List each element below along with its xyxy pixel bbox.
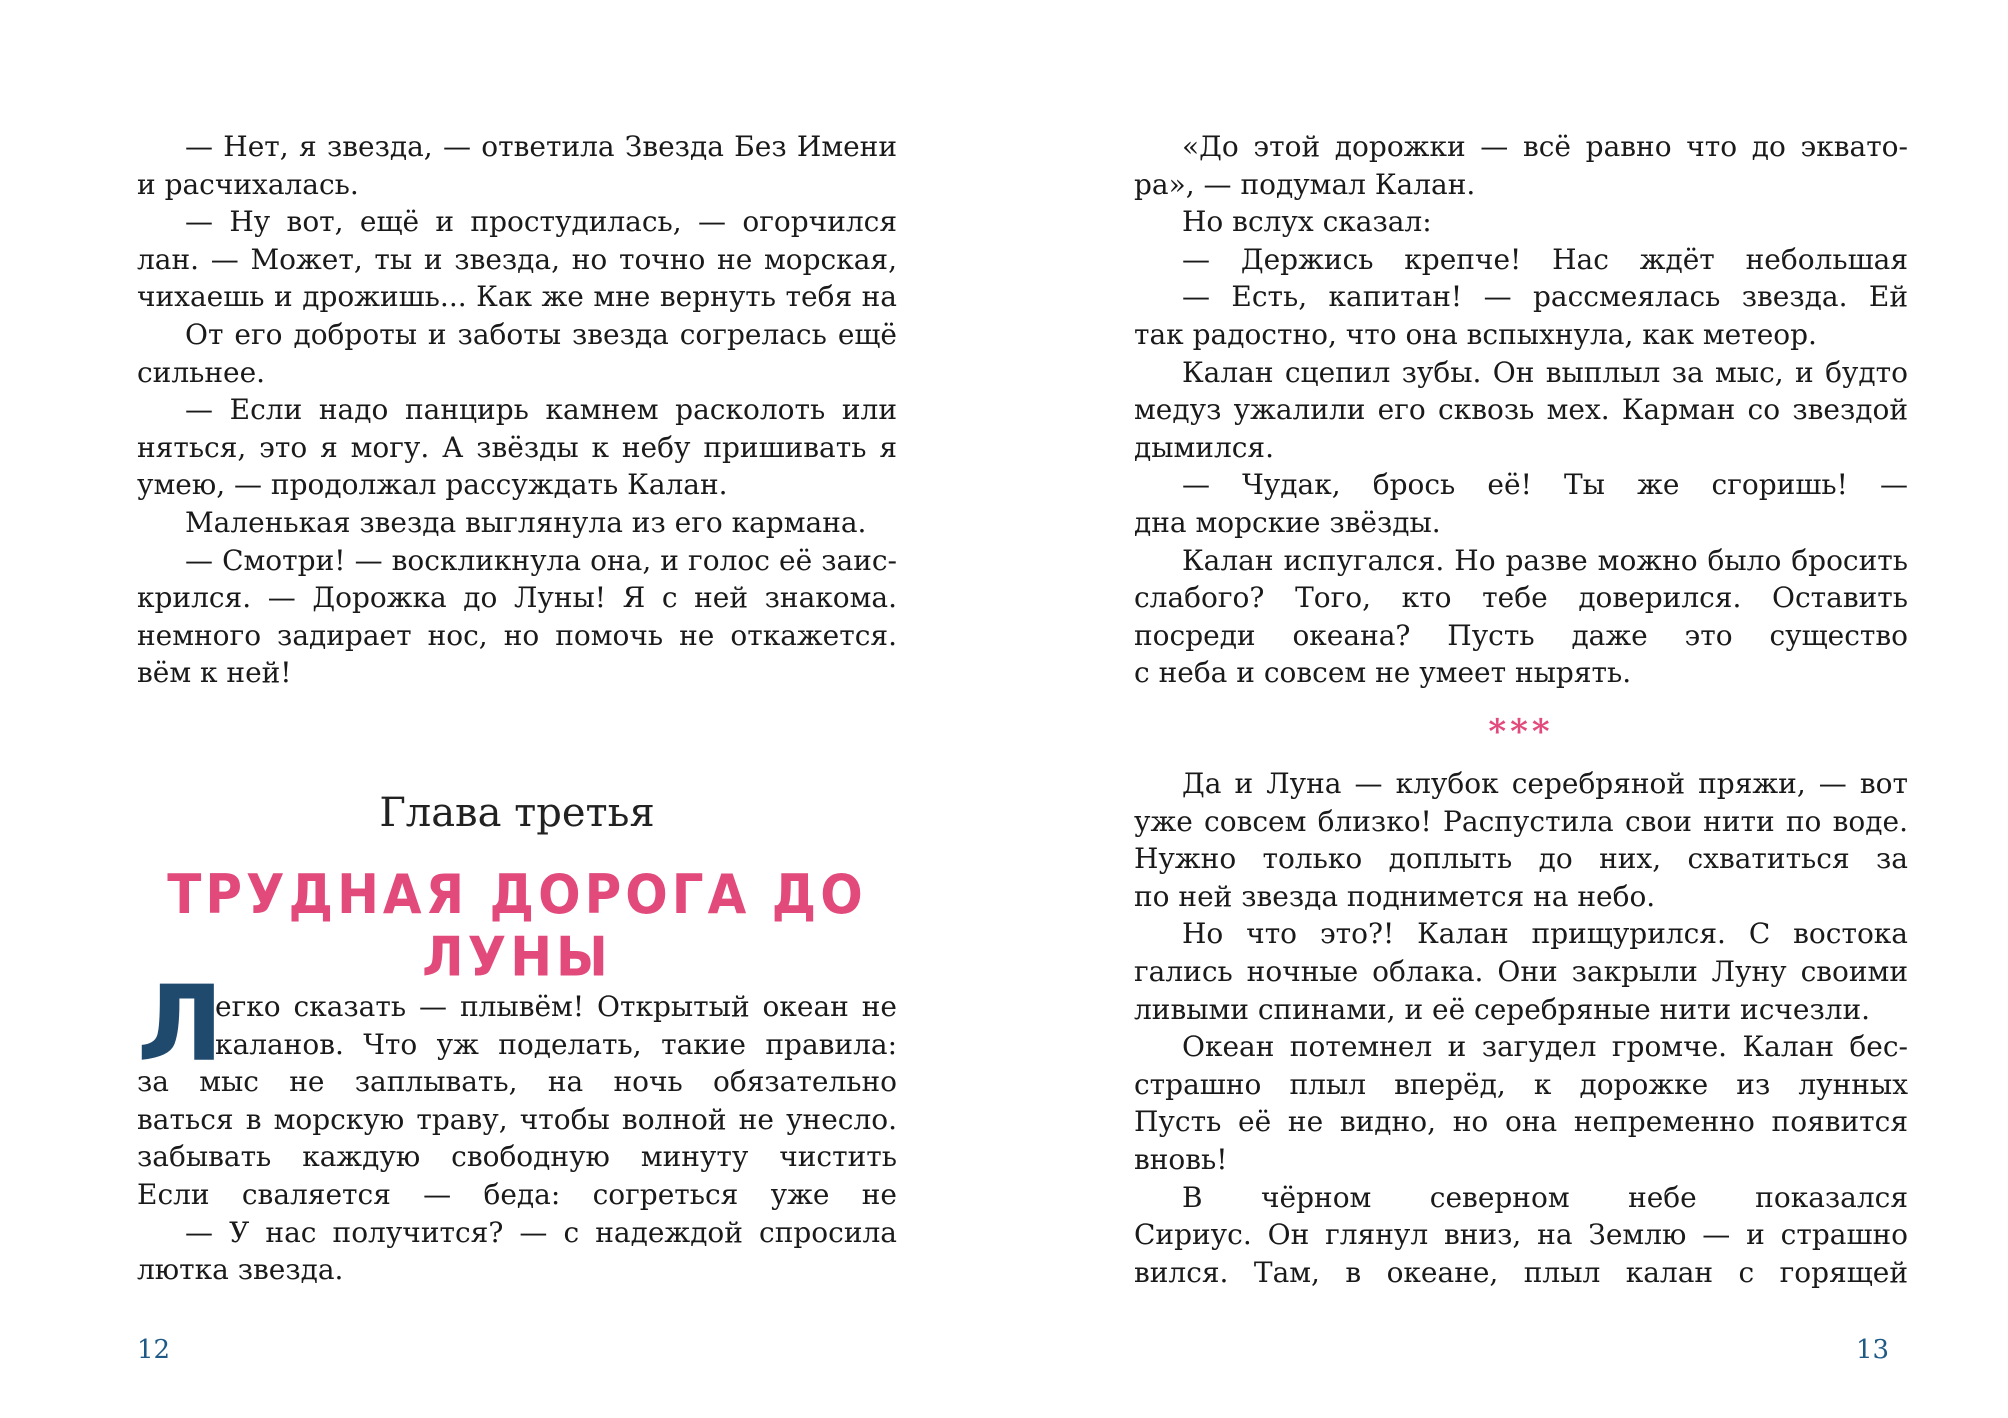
- page-number: 12: [137, 1335, 171, 1365]
- text-line: Если сваляется — беда: согреться уже не: [137, 1177, 897, 1211]
- text-line: дымился.: [1134, 430, 1274, 464]
- text-line: егко сказать — плывём! Открытый океан не: [215, 990, 897, 1023]
- text-line: за мыс не заплывать, на ночь обязательно: [137, 1065, 897, 1099]
- text-line: каланов. Что уж поделать, такие правила:: [215, 1027, 897, 1061]
- page-number: 13: [1856, 1335, 1890, 1365]
- right-page: [1004, 0, 2008, 1418]
- text-line: дна морские звёзды.: [1134, 505, 1441, 539]
- text-line: Маленькая звезда выглянула из его кармана.: [185, 505, 867, 539]
- text-line: вился. Там, в океане, плыл калан с горящей: [1134, 1255, 1908, 1289]
- text-line: вём к ней!: [137, 656, 292, 690]
- text-line: забывать каждую свободную минуту чистить: [137, 1140, 897, 1174]
- text-line: Океан потемнел и загудел громче. Калан бес-: [1182, 1030, 1908, 1064]
- text-line: няться, это я могу. А звёзды к небу пришивать я: [137, 430, 897, 464]
- text-line: Да и Луна — клубок серебряной пряжи, — вот: [1182, 767, 1908, 800]
- chapter-label: Глава третья: [379, 790, 655, 836]
- left-top-text: [137, 128, 897, 692]
- text-line: — Если надо панцирь камнем расколоть или: [185, 393, 897, 427]
- text-line: — У нас получится? — с надеждой спросила: [185, 1215, 897, 1249]
- text-line: Пусть её не видно, но она непременно появится: [1134, 1105, 1908, 1139]
- text-line: посреди океана? Пусть даже это существо: [1134, 618, 1908, 652]
- text-line: крился. — Дорожка до Луны! Я с ней знакома.: [137, 581, 897, 615]
- text-line: — Чудак, брось её! Ты же сгоришь! —: [1182, 468, 1908, 502]
- text-line: медуз ужалили его сквозь мех. Карман со звездой: [1134, 393, 1908, 427]
- text-line: ра», — подумал Калан.: [1134, 167, 1476, 201]
- text-line: лан. — Может, ты и звезда, но точно не морская,: [137, 242, 897, 276]
- text-line: Но вслух сказал:: [1182, 205, 1432, 239]
- text-line: Но что это?! Калан прищурился. С востока: [1182, 917, 1908, 951]
- text-line: немного задирает нос, но помочь не откажется.: [137, 618, 897, 652]
- text-line: Нужно только доплыть до них, схватиться за: [1134, 842, 1908, 876]
- text-line: умею, — продолжал рассуждать Калан.: [137, 468, 728, 502]
- text-line: так радостно, что она вспыхнула, как метеор.: [1134, 317, 1817, 351]
- chapter-title: ТРУДНАЯ ДОРОГА ДО ЛУНЫ: [167, 863, 867, 989]
- text-line: — Нет, я звезда, — ответила Звезда Без Имени: [185, 130, 897, 163]
- right-top-text: [1134, 128, 1908, 692]
- drop-cap: Л: [137, 963, 224, 1085]
- text-line: вновь!: [1134, 1142, 1228, 1176]
- text-line: — Ну вот, ещё и простудилась, — огорчился: [185, 205, 897, 239]
- text-line: Сириус. Он глянул вниз, на Землю — и страшно: [1134, 1218, 1908, 1252]
- text-line: ливыми спинами, и её серебряные нити исчезли.: [1134, 992, 1871, 1026]
- text-line: с неба и совсем не умеет нырять.: [1134, 656, 1632, 690]
- text-line: страшно плыл вперёд, к дорожке из лунных: [1134, 1067, 1908, 1101]
- text-line: гались ночные облака. Они закрыли Луну своими: [1134, 954, 1908, 988]
- text-line: ваться в морскую траву, чтобы волной не унесло.: [137, 1102, 897, 1136]
- section-separator: ***: [1488, 712, 1554, 752]
- left-chapter-text: [137, 988, 897, 1289]
- text-line: — Есть, капитан! — рассмеялась звезда. Ей: [1182, 280, 1908, 314]
- text-line: — Смотри! — воскликнула она, и голос её заис-: [185, 543, 897, 577]
- text-line: чихаешь и дрожишь... Как же мне вернуть тебя на: [137, 280, 897, 314]
- text-line: уже совсем близко! Распустила свои нити по воде.: [1134, 804, 1908, 838]
- text-line: слабого? Того, кто тебе доверился. Оставить: [1134, 581, 1908, 615]
- text-line: лютка звезда.: [137, 1253, 344, 1287]
- text-line: и расчихалась.: [137, 167, 359, 201]
- text-line: «До этой дорожки — всё равно что до эквато-: [1182, 130, 1908, 163]
- text-line: Калан сцепил зубы. Он выплыл за мыс, и будто: [1182, 355, 1908, 389]
- text-line: — Держись крепче! Нас ждёт небольшая: [1182, 242, 1908, 276]
- text-line: сильнее.: [137, 355, 266, 389]
- text-line: по ней звезда поднимется на небо.: [1134, 879, 1656, 913]
- text-line: В чёрном северном небе показался: [1182, 1180, 1908, 1214]
- text-line: От его доброты и заботы звезда согрелась ещё: [185, 317, 897, 351]
- right-body-text: [1134, 765, 1908, 1291]
- text-line: Калан испугался. Но разве можно было бросить: [1182, 543, 1908, 577]
